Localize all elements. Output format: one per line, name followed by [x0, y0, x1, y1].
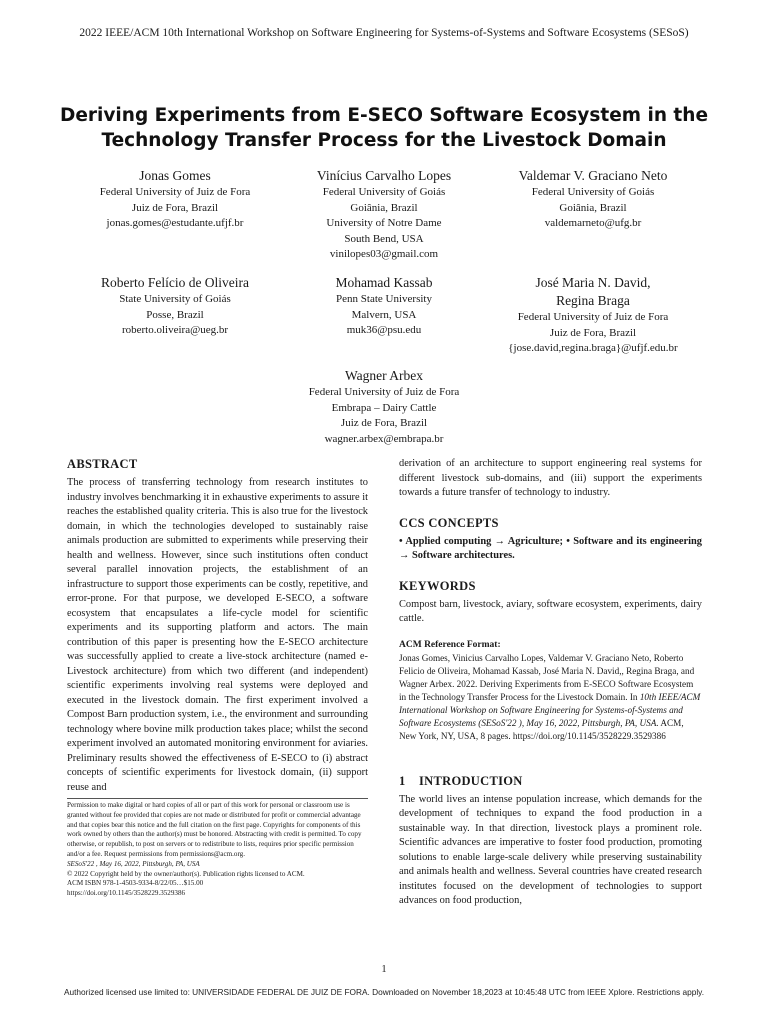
author-name: Regina Braga	[556, 293, 630, 308]
author-name: Mohamad Kassab	[335, 275, 433, 290]
doi-line[interactable]: https://doi.org/10.1145/3528229.3529386	[67, 889, 186, 898]
author-block	[269, 167, 499, 263]
author-affiliation: Penn State University	[336, 293, 432, 305]
author-email: muk36@psu.edu	[346, 324, 422, 336]
paper-title: Deriving Experiments from E-SECO Software Ecosystem in the Technology Transfer Process for the Livestock Domain	[60, 105, 708, 151]
author-email: {jose.david,regina.braga}@ufjf.edu.br	[508, 342, 678, 354]
author-affiliation: Federal University of Goiás	[531, 186, 655, 198]
author-email: vinilopes03@gmail.com	[329, 248, 439, 260]
author-block	[244, 367, 524, 447]
conference-header: 2022 IEEE/ACM 10th International Workshop on Software Engineering for Systems-of-Systems and Software Ecosystems (SESoS)	[79, 27, 689, 39]
author-block	[269, 274, 499, 339]
abstract-heading: ABSTRACT	[67, 457, 138, 471]
author-affiliation: Federal University of Juiz de Fora	[308, 386, 460, 398]
ccs-text: • Applied computing → Agriculture; • Software and its engineering → Software architectures.	[399, 535, 702, 561]
author-affiliation: Embrapa – Dairy Cattle	[331, 401, 437, 414]
author-affiliation: Federal University of Juiz de Fora	[517, 311, 669, 323]
permission-notice	[67, 801, 368, 899]
footnote-rule	[67, 798, 368, 799]
ccs-heading: CCS CONCEPTS	[399, 515, 499, 530]
permission-text: Permission to make digital or hard copies of all or part of this work for personal or classroom use is granted without fee provided that copies are not made or distributed for profit or commercial advantage and that copies bear this notice and the full citation on the first page. Copyrights for components of this work owned by others than the author(s) must be honored. Abstracting with credit is permitted. To copy otherwise, or republish, to post on servers or to redistribute to lists, requires prior specific permission and/or a fee. Request permissions from permissions@acm.org.	[67, 801, 362, 858]
author-location: Juiz de Fora, Brazil	[549, 326, 637, 339]
author-location: Juiz de Fora, Brazil	[131, 201, 219, 214]
reference-heading: ACM Reference Format:	[399, 639, 501, 650]
author-location: South Bend, USA	[344, 232, 424, 245]
author-block	[468, 274, 718, 357]
copyright-line: © 2022 Copyright held by the owner/author(s). Publication rights licensed to ACM.	[67, 869, 305, 878]
author-name: Vinícius Carvalho Lopes	[316, 168, 452, 183]
author-block	[60, 167, 290, 232]
author-affiliation: State University of Goiás	[119, 293, 231, 305]
author-affiliation: University of Notre Dame	[326, 217, 442, 229]
author-location: Goiânia, Brazil	[350, 201, 418, 214]
page-number: 1	[381, 964, 387, 975]
author-name: Wagner Arbex	[344, 368, 423, 383]
author-block	[60, 274, 290, 339]
author-location: Juiz de Fora, Brazil	[340, 417, 428, 429]
left-column	[67, 456, 368, 795]
venue-line: SESoS'22 , May 16, 2022, Pittsburgh, PA, USA	[67, 859, 200, 868]
isbn-line: ACM ISBN 978-1-4503-9334-8/22/05…$15.00	[67, 879, 204, 888]
author-name: Valdemar V. Graciano Neto	[518, 168, 668, 183]
author-email: roberto.oliveira@ueg.br	[121, 324, 229, 336]
right-column	[399, 457, 702, 909]
introduction-heading: 1 INTRODUCTION	[399, 773, 523, 788]
abstract-continuation: derivation of an architecture to support engineering real systems for different livestock sub-domains, and (iii) support the experiments towards a future transfer of technology to industry.	[399, 458, 702, 498]
download-footer: Authorized licensed use limited to: UNIVERSIDADE FEDERAL DE JUIZ DE FORA. Downloaded on November 18,2023 at 10:45:48 UTC from IEEE Xplore. Restrictions apply.	[63, 987, 705, 997]
introduction-text: The world lives an intense population increase, which demands for the development of techniques to expand the food production in a sustainable way. In that direction, livestock plays a prominent role. Scientific advances are imperative to foster food production, promoting solutions to enable large-scale delivery while preserving sustainability and animals health and wellness. Several countries have created research institutes focused on the development of technologies to support advances on food production,	[399, 793, 702, 906]
author-location: Malvern, USA	[351, 308, 417, 321]
author-email: wagner.arbex@embrapa.br	[324, 432, 444, 445]
author-block	[478, 167, 708, 232]
author-location: Posse, Brazil	[146, 308, 204, 321]
author-name: Jonas Gomes	[139, 168, 211, 183]
author-affiliation: Federal University of Juiz de Fora	[99, 186, 251, 198]
keywords-heading: KEYWORDS	[399, 578, 476, 593]
author-email: valdemarneto@ufg.br	[544, 217, 642, 229]
keywords-text: Compost barn, livestock, aviary, software ecosystem, experiments, dairy cattle.	[399, 598, 702, 624]
author-name: Roberto Felício de Oliveira	[100, 275, 250, 290]
author-affiliation: Federal University of Goiás	[322, 186, 446, 198]
reference-text: Jonas Gomes, Vinicius Carvalho Lopes, Valdemar V. Graciano Neto, Roberto Felicio de Oliveira, Mohamad Kassab, José Maria N. David,, Regina Braga, and Wagner Arbex. 2022. Deriving Experiments from E-SECO Software Ecosystem in the Technology Transfer Process for the Livestock Domain. In 10th IEEE/ACM International Workshop on Software Engineering for Systems-of-Systems and Software Ecosystems (SESoS'22 ), May 16, 2022, Pittsburgh, PA, USA. ACM, New York, NY, USA, 8 pages. https://doi.org/10.1145/3528229.3529386	[399, 652, 701, 741]
author-location: Goiânia, Brazil	[559, 201, 627, 214]
abstract-text: The process of transferring technology from research institutes to industry involves benchmarking it in exhaustive experiments to assure it reaches the established quality criteria. This is also true for the livestock domain, in which the technologies developed to sustainably raise animals production are submitted to experiments while preserving their health and wellness. However, since such institutions often conduct several parallel innovation projects, the establishment of an infrastructure to support those experiments can be costly, repetitive, and error-prone. For that purpose, we developed E-SECO, a software ecosystem that encapsulates a life-cycle model for scientific experiments and its supporting platform and actors. The main contribution of this paper is presenting how the E-SECO architecture was successfully applied to create a live-stock architecture (named e-Livestock architecture) from which two different (and independent) scientific experiments involving real systems were deployed and executed in the livestock domain. The first experiment involved a Compost Barn production system, i.e., the environment and surrounding technology where bovine milk production takes place; whilst the second experiment involved an automated monitoring environment for aviaries. Preliminary results showed the effectiveness of E-SECO to (i) abstract concepts of scientific experiments for livestock domain, (ii) support reuse and	[67, 477, 368, 793]
author-email: jonas.gomes@estudante.ufjf.br	[106, 217, 244, 229]
author-name: José Maria N. David,	[535, 275, 651, 290]
